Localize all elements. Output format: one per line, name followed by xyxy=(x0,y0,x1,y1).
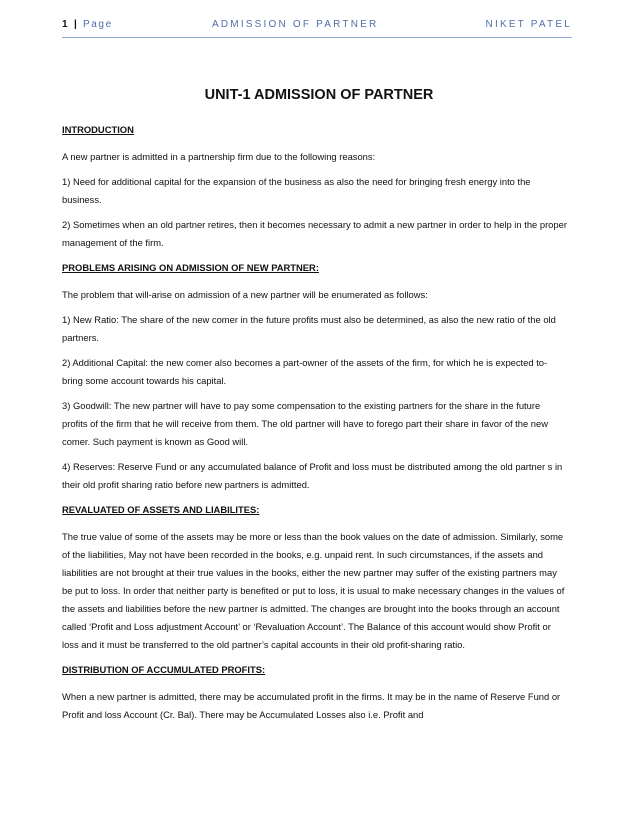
header-separator: | xyxy=(74,19,77,30)
paragraph: The problem that will-arise on admission of a new partner will be enumerated as follows: xyxy=(62,289,428,300)
paragraph: When a new partner is admitted, there may be accumulated profit in the firms. It may be in the name of Reserve Fund or Profit and loss Account (Cr. Bal). There may be Accumulated Losses also i.e. Profit and xyxy=(62,691,561,720)
paragraph: 3) Goodwill: The new partner will have to pay some compensation to the existing partners for the share in the future profits of the firm that he will receive from them. The old partner will have to forego part their share in favor of the new comer. Such payment is known as Good will. xyxy=(62,400,548,447)
paragraph: The true value of some of the assets may be more or less than the book values on the date of admission. Similarly, some of the liabilities, May not have been recorded in the books, e.g. unpaid rent. In such circumstances, if the assets and liabilities are not brought at their true values in the books, either the new partner may suffer of the existing partners may be put to loss. In order that neither party is benefited or put to loss, it is usual to make necessary changes in the values of the assets and liabilities before the new partner is admitted. The changes are brought into the books through an account called ‘Profit and Loss adjustment Account’ or ‘Revaluation Account’. The Balance of this account would show Profit or loss and it must be transferred to the old partner’s capital accounts in their old profit-sharing ratio. xyxy=(62,531,565,650)
header-page-number: 1 xyxy=(62,19,68,30)
paragraph: 4) Reserves: Reserve Fund or any accumulated balance of Profit and loss must be distributed among the old partner s in their old profit sharing ratio before new partners is admitted. xyxy=(62,461,563,490)
running-header xyxy=(62,17,572,38)
section-heading-introduction: INTRODUCTION xyxy=(62,124,134,135)
header-author: NIKET PATEL xyxy=(485,19,572,30)
section-heading-revaluation: REVALUATED OF ASSETS AND LIABILITES: xyxy=(62,504,260,515)
paragraph: A new partner is admitted in a partnership firm due to the following reasons: xyxy=(62,151,376,162)
document-title: UNIT-1 ADMISSION OF PARTNER xyxy=(204,87,434,103)
paragraph: 1) Need for additional capital for the expansion of the business as also the need for bringing fresh energy into the business. xyxy=(62,176,531,205)
paragraph: 2) Additional Capital: the new comer also becomes a part-owner of the assets of the firm, for which he is expected to-bring some account towards his capital. xyxy=(62,357,548,386)
header-doc-title: ADMISSION OF PARTNER xyxy=(212,19,379,30)
document-body xyxy=(62,121,567,731)
paragraph: 2) Sometimes when an old partner retires, then it becomes necessary to admit a new partner in order to help in the proper management of the firm. xyxy=(62,219,567,248)
header-page-label: Page xyxy=(83,19,113,30)
section-heading-problems: PROBLEMS ARISING ON ADMISSION OF NEW PARTNER: xyxy=(62,262,319,273)
section-heading-distribution: DISTRIBUTION OF ACCUMULATED PROFITS: xyxy=(62,664,266,675)
paragraph: 1) New Ratio: The share of the new comer in the future profits must also be determined, as also the new ratio of the old partners. xyxy=(62,314,556,343)
